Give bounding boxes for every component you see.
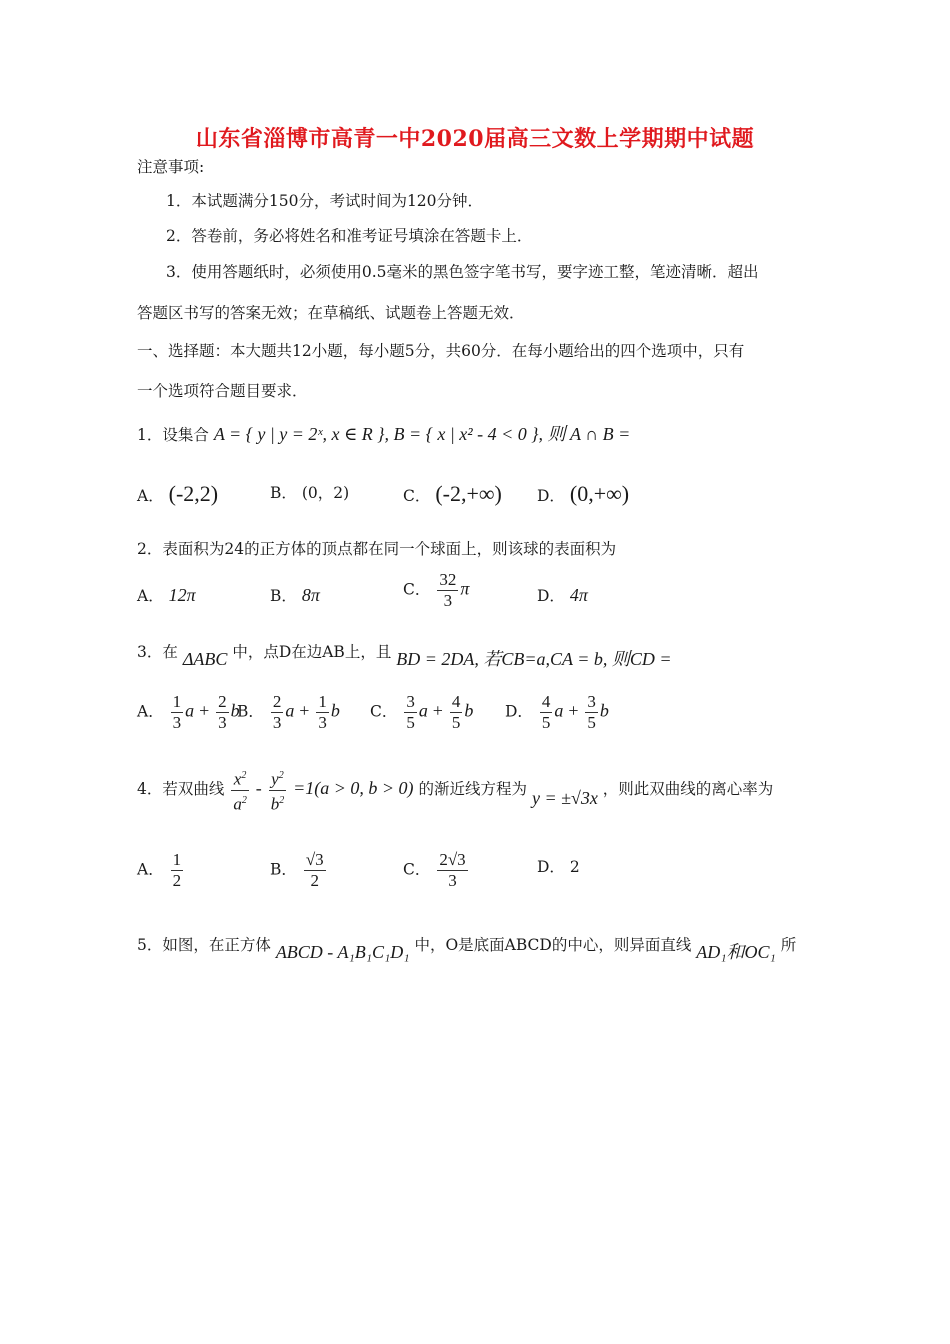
q1-option-d-label: D． xyxy=(537,487,565,505)
question-4-stem-pre: 4．若双曲线 xyxy=(137,780,225,799)
q3-option-a-frac1 xyxy=(171,692,184,733)
q3-option-a xyxy=(137,692,240,733)
q3-option-d-frac2 xyxy=(585,692,598,733)
frac-num: 3 xyxy=(406,692,415,711)
frac-num: 2 xyxy=(272,692,282,711)
question-4-stem-post: ，则此双曲线的离心率为 xyxy=(602,780,774,799)
skew-lines: AD₁和OC₁ xyxy=(696,942,776,962)
q1-option-d-value: (0,+∞) xyxy=(569,481,630,506)
q1-option-b xyxy=(270,481,349,503)
frac-den: 2 xyxy=(304,870,326,891)
q4-option-d-label: D． xyxy=(537,858,565,876)
vector-b: b xyxy=(599,700,609,721)
vector-a: a xyxy=(554,700,564,721)
q4-option-c-fraction xyxy=(437,850,467,891)
frac-num: 4 xyxy=(541,692,551,711)
q3-option-d-frac1 xyxy=(540,692,553,733)
q3-option-b-label: B． xyxy=(237,702,264,721)
frac-num: √3 xyxy=(305,850,324,869)
q2-option-c xyxy=(403,570,469,611)
plus-sign: + xyxy=(299,700,310,721)
vector-a: a xyxy=(418,700,428,721)
q3-option-a-frac2 xyxy=(216,692,229,733)
q2-option-b-label: B． xyxy=(270,587,297,605)
q3-option-a-label: A． xyxy=(137,702,164,721)
q1-option-b-value: (0，2) xyxy=(301,484,350,502)
q4-option-a-fraction xyxy=(171,850,184,891)
frac-num: 1 xyxy=(318,692,327,711)
plus-sign: + xyxy=(199,700,210,721)
q3-option-b xyxy=(237,692,340,733)
question-2-stem: 2．表面积为24的正方体的顶点都在同一个球面上，则该球的表面积为 xyxy=(137,540,617,558)
q4-option-c xyxy=(403,850,470,891)
q2-option-b-value: 8π xyxy=(301,585,320,605)
notice-heading: 注意事项: xyxy=(137,158,205,176)
section-heading: 一、选择题：本大题共12小题，每小题5分，共60分．在每小题给出的四个选项中，只有 xyxy=(137,342,745,360)
frac-num: 4 xyxy=(451,692,461,711)
q1-option-c-label: C． xyxy=(403,487,431,505)
q2-option-b xyxy=(270,584,320,606)
q4-option-a xyxy=(137,850,185,891)
q4-option-d xyxy=(537,855,580,877)
q2-option-c-numerator: 32 xyxy=(439,570,457,589)
q3-option-c-frac1 xyxy=(404,692,417,733)
q4-option-b-fraction xyxy=(304,850,326,891)
frac-den: 5 xyxy=(451,713,461,732)
vector-b: b xyxy=(230,700,240,721)
q2-option-a-value: 12π xyxy=(168,585,196,605)
frac-num: 2√3 xyxy=(439,850,466,869)
plus-sign: + xyxy=(568,700,579,721)
q1-option-c-value: (-2,+∞) xyxy=(435,481,502,506)
question-3 xyxy=(137,637,672,669)
frac-den: 3 xyxy=(172,713,182,732)
question-5-stem-pre: 5．如图，在正方体 xyxy=(137,936,271,954)
cube-name: ABCD - A₁B₁C₁D₁ xyxy=(275,942,410,962)
question-4: 4．若双曲线 $\frac{x^2}{a^2}$ - $\frac{y^2}{b^2}$ =1(a > 0, b > 0) 的渐近线方程为 y = ±√3x ，则此双曲线的离心率为 xyxy=(137,766,773,814)
notice-3-continued: 答题区书写的答案无效；在草稿纸、试题卷上答题无效． xyxy=(137,304,525,322)
q3-option-b-frac1 xyxy=(271,692,284,733)
frac-den: 5 xyxy=(541,713,551,732)
frac-num: 3 xyxy=(587,692,596,711)
exam-title: 山东省淄博市高青一中2020届高三文数上学期期中试题 xyxy=(195,126,755,152)
frac-num: 1 xyxy=(172,850,182,869)
q3-option-b-frac2 xyxy=(316,692,329,733)
q1-option-a xyxy=(137,481,218,507)
vector-a: a xyxy=(185,700,195,721)
question-5 xyxy=(137,930,797,962)
question-5-stem-post: 所 xyxy=(780,936,797,954)
q4-option-c-label: C． xyxy=(403,860,431,879)
q4-option-d-value: 2 xyxy=(569,858,580,876)
q2-option-c-fraction xyxy=(437,570,458,611)
question-1-stem: 1．设集合 xyxy=(137,426,209,444)
question-1 xyxy=(137,420,630,446)
q3-option-c-frac2 xyxy=(450,692,463,733)
q4-option-a-label: A． xyxy=(137,860,164,879)
q1-option-a-label: A． xyxy=(137,487,164,505)
question-3-stem-mid: 中，点D在边AB上，且 xyxy=(232,643,392,661)
vector-b: b xyxy=(330,700,340,721)
q3-option-c xyxy=(370,692,473,733)
q3-option-d xyxy=(505,692,609,733)
asymptote-equation: y = ±√3x xyxy=(531,788,598,809)
frac-den: 2 xyxy=(172,871,182,890)
frac-num: 2 xyxy=(218,692,227,711)
q4-option-b xyxy=(270,850,328,891)
frac-den: 3 xyxy=(218,713,227,732)
q2-option-a xyxy=(137,584,196,606)
question-3-condition: BD = 2DA, 若CB=a,CA = b, 则CD = xyxy=(396,649,672,669)
frac-den: 3 xyxy=(272,713,282,732)
question-1-expression: A = { y | y = 2ˣ, x ∈ R }, B = { x | x² - 4 < 0 }, 则 A ∩ B = xyxy=(213,424,631,444)
frac-den: 5 xyxy=(587,713,596,732)
frac-den: 3 xyxy=(437,870,467,891)
question-5-stem-mid: 中，O是底面ABCD的中心，则异面直线 xyxy=(414,936,692,954)
hyperbola-equation-rhs: =1(a > 0, b > 0) xyxy=(293,778,414,799)
frac-den: 5 xyxy=(406,713,415,732)
vector-b: b xyxy=(464,700,474,721)
plus-sign: + xyxy=(432,700,443,721)
q3-option-c-label: C． xyxy=(370,702,398,721)
q1-option-d xyxy=(537,481,629,507)
frac-den: 3 xyxy=(318,713,327,732)
hyperbola-x-term: $\frac{x^2}{a^2}$ xyxy=(233,769,247,814)
notice-1: 1．本试题满分150分，考试时间为120分钟． xyxy=(166,192,484,210)
q2-option-d-value: 4π xyxy=(569,585,588,605)
q2-option-d-label: D． xyxy=(537,587,565,605)
q1-option-a-value: (-2,2) xyxy=(168,481,219,506)
question-3-triangle: ΔABC xyxy=(182,649,228,669)
question-3-stem-pre: 3．在 xyxy=(137,643,178,661)
frac-num: 1 xyxy=(172,692,182,711)
notice-3: 3．使用答题纸时，必须使用0.5毫米的黑色签字笔书写，要字迹工整，笔迹清晰．超出 xyxy=(166,263,759,281)
q4-option-b-label: B． xyxy=(270,860,297,879)
q2-option-c-suffix: π xyxy=(460,578,470,599)
question-4-stem-mid: 的渐近线方程为 xyxy=(418,780,528,799)
q3-option-d-label: D． xyxy=(505,702,533,721)
q1-option-b-label: B． xyxy=(270,484,297,502)
notice-2: 2．答卷前，务必将姓名和准考证号填涂在答题卡上． xyxy=(166,227,533,245)
q2-option-c-denominator: 3 xyxy=(437,590,458,611)
section-heading-continued: 一个选项符合题目要求． xyxy=(137,382,308,400)
q2-option-a-label: A． xyxy=(137,587,164,605)
q2-option-c-label: C． xyxy=(403,580,431,599)
q2-option-d xyxy=(537,584,588,606)
vector-a: a xyxy=(285,700,295,721)
q1-option-c xyxy=(403,481,502,507)
hyperbola-y-term: $\frac{y^2}{b^2}$ xyxy=(270,769,285,814)
